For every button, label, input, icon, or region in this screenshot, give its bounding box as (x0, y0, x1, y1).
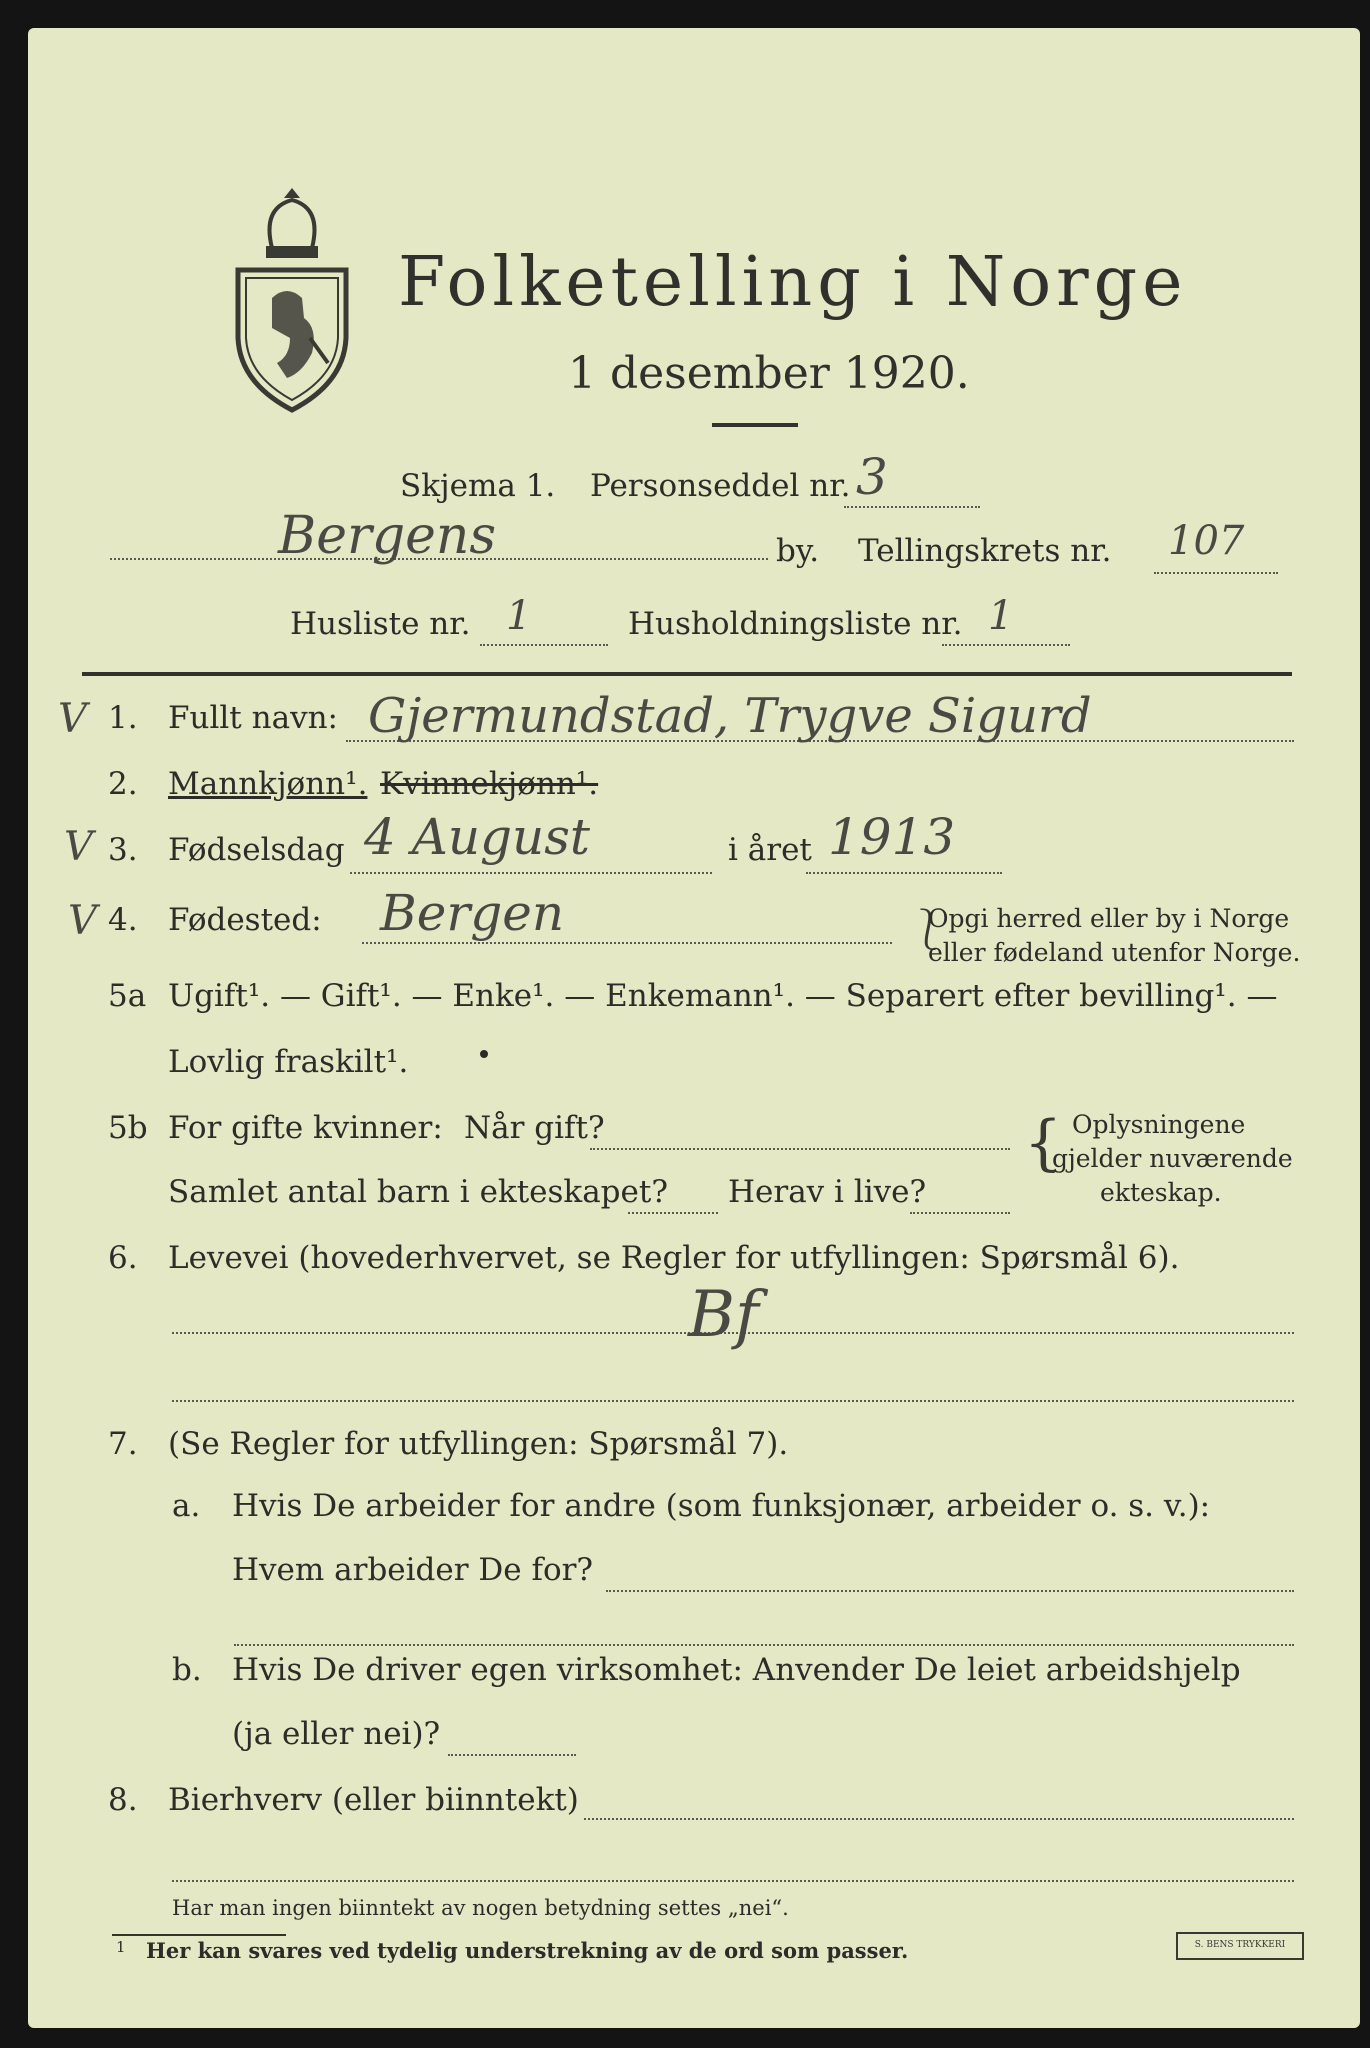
header-divider (82, 672, 1292, 676)
q7a-letter: a. (172, 1488, 201, 1524)
q5b-number: 5b (108, 1110, 148, 1146)
birth-year-field[interactable] (806, 872, 1002, 874)
city-value: Bergens (278, 506, 497, 566)
husholdning-value: 1 (988, 593, 1014, 639)
q2-number: 2. (108, 766, 138, 802)
q5b-note-line1: Oplysningene (1072, 1110, 1246, 1139)
husliste-value: 1 (506, 593, 532, 639)
birthplace-value: Bergen (380, 884, 565, 942)
by-label: by. (776, 533, 820, 569)
title-divider (712, 423, 798, 427)
q1-number: 1. (108, 700, 138, 736)
q3-number: 3. (108, 832, 138, 868)
married-when-field[interactable] (590, 1148, 1010, 1150)
q3-label: Fødselsdag (168, 832, 345, 868)
q1-check-mark: V (58, 696, 87, 742)
q5b-children-label: Samlet antal barn i ekteskapet? (168, 1174, 668, 1210)
q7a-employer-label: Hvem arbeider De for? (232, 1552, 594, 1588)
q6-number: 6. (108, 1240, 138, 1276)
q7b-hired-help-label: (ja eller nei)? (232, 1716, 441, 1752)
q5a-options[interactable]: Ugift¹. — Gift¹. — Enke¹. — Enkemann¹. — Separert efter bevilling¹. — (168, 978, 1278, 1014)
q7b-letter: b. (172, 1652, 202, 1688)
occupation-value: Bf (688, 1278, 759, 1352)
q5b-note-line2: gjelder nuværende (1052, 1144, 1293, 1173)
husliste-field[interactable] (480, 644, 608, 646)
husholdning-label: Husholdningsliste nr. (628, 606, 963, 642)
q5a-options-line2[interactable]: Lovlig fraskilt¹. (168, 1044, 409, 1080)
husliste-label: Husliste nr. (290, 606, 471, 642)
q5b-note-brace: { (1024, 1108, 1063, 1178)
tellingskrets-value: 107 (1168, 518, 1245, 564)
footnote-divider (112, 1934, 286, 1936)
birth-year-value: 1913 (828, 808, 956, 866)
q4-note-line2: eller fødeland utenfor Norge. (928, 938, 1301, 967)
children-alive-field[interactable] (910, 1212, 1010, 1214)
q4-label: Fødested: (168, 902, 322, 938)
q5a-number: 5a (108, 978, 147, 1014)
hired-help-field[interactable] (448, 1754, 576, 1756)
q3-check-mark: V (64, 824, 93, 870)
q7a-label: Hvis De arbeider for andre (som funksjonær, arbeider o. s. v.): (232, 1488, 1211, 1524)
form-title: Folketelling i Norge (398, 243, 1188, 322)
personseddel-field[interactable] (844, 506, 980, 508)
q6-label: Levevei (hovederhvervet, se Regler for utfyllingen: Spørsmål 6). (168, 1240, 1180, 1276)
q4-note-brace: ⎱ (908, 907, 948, 953)
norwegian-coat-of-arms-icon (232, 188, 352, 413)
q5b-label: For gifte kvinner: (168, 1110, 443, 1146)
q8-number: 8. (108, 1782, 138, 1818)
personseddel-label: Personseddel nr. (590, 468, 851, 504)
q4-note-line1: Opgi herred eller by i Norge (928, 904, 1290, 933)
full-name-value: Gjermundstad, Trygve Sigurd (368, 688, 1092, 744)
q7-number: 7. (108, 1426, 138, 1462)
secondary-income-field-2[interactable] (172, 1880, 1294, 1882)
printer-stamp-text: S. BENS TRYKKERI (1194, 1940, 1286, 1950)
footer-note: Har man ingen biinntekt av nogen betydning settes „nei“. (172, 1896, 789, 1920)
employer-field-1[interactable] (606, 1590, 1294, 1592)
q3-year-label: i året (728, 832, 812, 868)
q7-label: (Se Regler for utfyllingen: Spørsmål 7). (168, 1426, 789, 1462)
tellingskrets-label: Tellingskrets nr. (858, 533, 1112, 569)
ink-dot (480, 1050, 488, 1058)
q5b-note-line3: ekteskap. (1100, 1178, 1222, 1207)
q1-label: Fullt navn: (168, 700, 338, 736)
secondary-income-field-1[interactable] (584, 1818, 1294, 1820)
q4-number: 4. (108, 902, 138, 938)
footnote-text: Her kan svares ved tydelig understrekning av de ord som passer. (146, 1938, 909, 1963)
q5b-alive-label: Herav i live? (728, 1174, 927, 1210)
footnote-number: 1 (116, 1938, 126, 1956)
census-date: 1 desember 1920. (568, 348, 970, 399)
occupation-field-2[interactable] (172, 1400, 1294, 1402)
birthplace-field[interactable] (362, 942, 892, 944)
employer-field-2[interactable] (234, 1644, 1294, 1646)
skjema-label: Skjema 1. (400, 468, 556, 504)
q7b-label: Hvis De driver egen virksomhet: Anvender De leiet arbeidshjelp (232, 1652, 1241, 1688)
children-total-field[interactable] (628, 1212, 718, 1214)
printer-stamp (1176, 1932, 1304, 1960)
husholdning-field[interactable] (942, 644, 1070, 646)
census-form (28, 28, 1360, 2028)
tellingskrets-field[interactable] (1154, 572, 1278, 574)
q8-label: Bierhverv (eller biinntekt) (168, 1782, 579, 1818)
personseddel-value: 3 (856, 448, 888, 506)
birthday-field[interactable] (350, 872, 712, 874)
q2-female-option[interactable]: Kvinnekjønn¹. (380, 766, 599, 802)
q5b-married-label: Når gift? (464, 1110, 605, 1146)
birthday-value: 4 August (364, 808, 590, 866)
q4-check-mark: V (68, 898, 97, 944)
q2-male-option[interactable]: Mannkjønn¹. (168, 766, 368, 802)
